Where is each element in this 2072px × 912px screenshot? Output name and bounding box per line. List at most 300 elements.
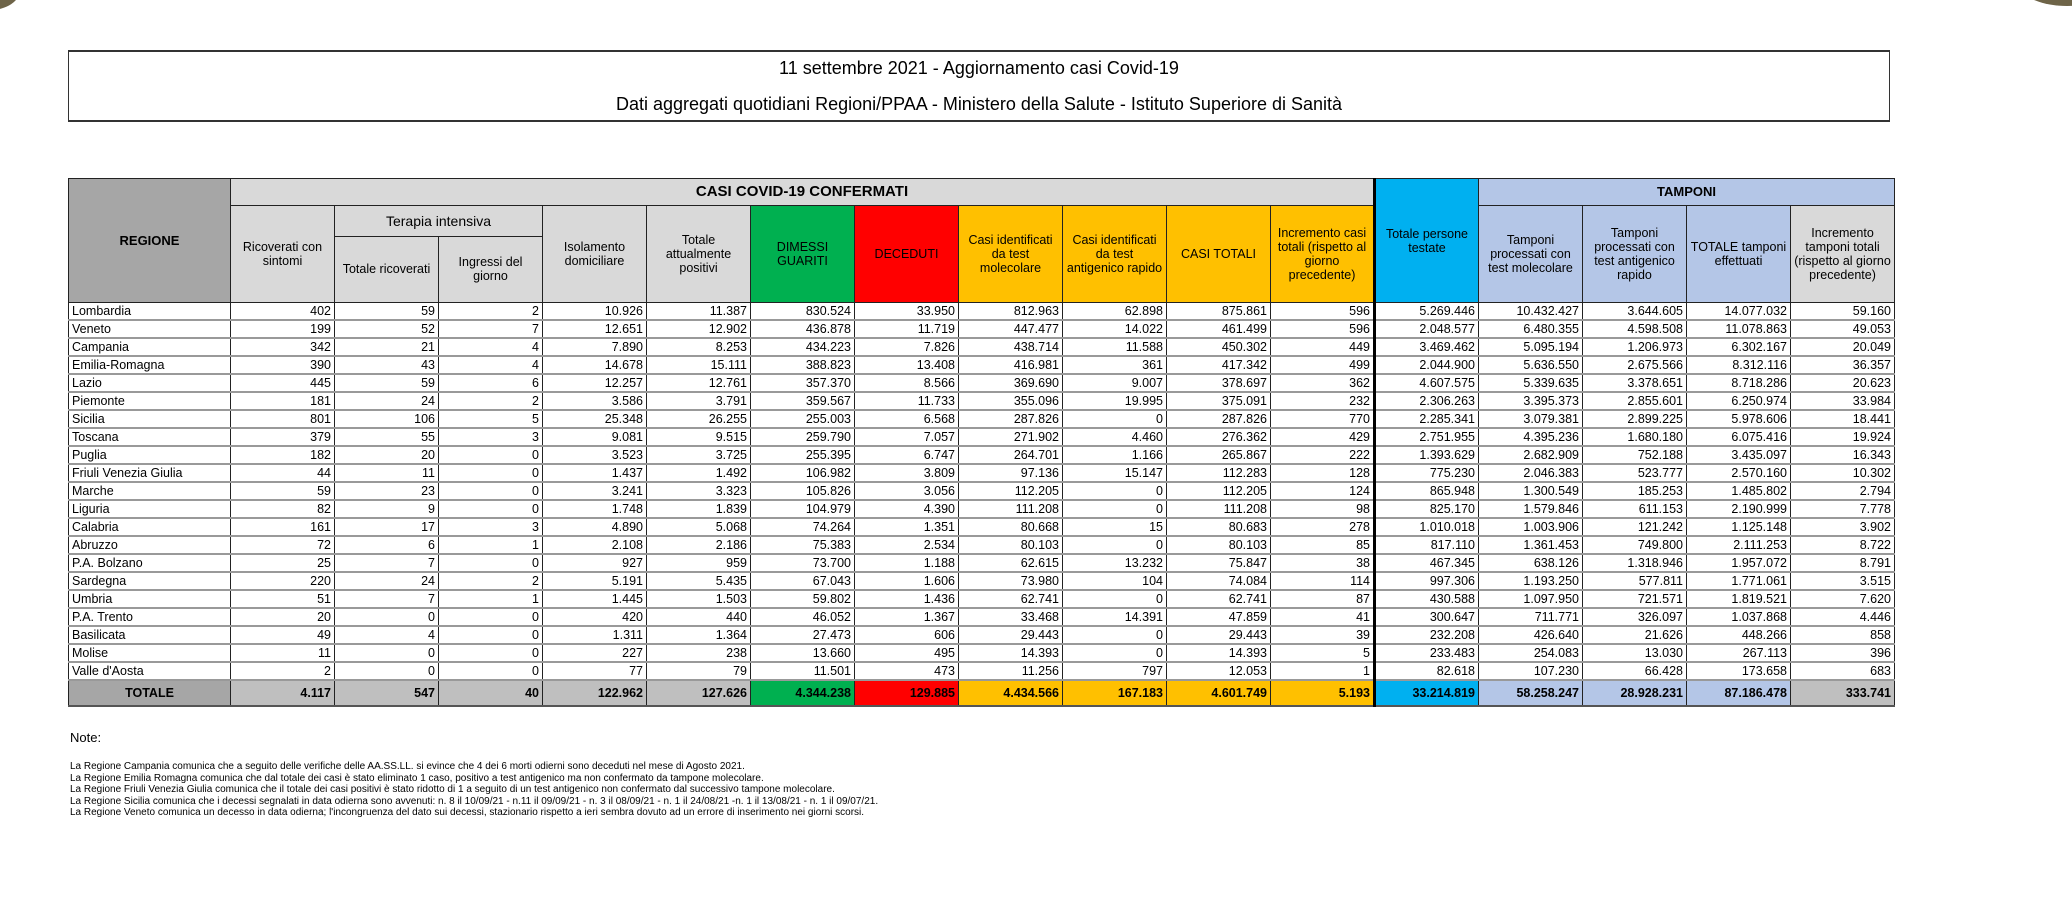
value-cell: 3 [439,518,543,536]
header-regione: REGIONE [69,179,231,303]
value-cell: 4.434.566 [959,680,1063,706]
region-name-cell: Molise [69,644,231,662]
value-cell: 220 [231,572,335,590]
value-cell: 51 [231,590,335,608]
value-cell: 62.898 [1063,303,1167,321]
value-cell: 73.980 [959,572,1063,590]
value-cell: 259.790 [751,428,855,446]
value-cell: 4.344.238 [751,680,855,706]
value-cell: 357.370 [751,374,855,392]
value-cell: 26.255 [647,410,751,428]
region-name-cell: Lazio [69,374,231,392]
value-cell: 15 [1063,518,1167,536]
value-cell: 416.981 [959,356,1063,374]
region-name-cell: TOTALE [69,680,231,706]
value-cell: 3.241 [543,482,647,500]
value-cell: 0 [1063,410,1167,428]
header-ricoverati-con-sintomi: Ricoverati con sintomi [231,206,335,303]
header-casi-test-molecolare: Casi identificati da test molecolare [959,206,1063,303]
value-cell: 0 [439,608,543,626]
table-row [69,536,1895,554]
value-cell: 59 [335,374,439,392]
notes-list [70,761,878,819]
region-name-cell: Lombardia [69,303,231,321]
header-totale-persone-testate: Totale persone testate [1375,179,1479,303]
value-cell: 7 [439,320,543,338]
value-cell: 8.791 [1791,554,1895,572]
value-cell: 2.190.999 [1687,500,1791,518]
header-ti-totale-ricoverati: Totale ricoverati [335,236,439,302]
header-casi-totali: CASI TOTALI [1167,206,1271,303]
value-cell: 14.391 [1063,608,1167,626]
value-cell: 440 [647,608,751,626]
value-cell: 3.515 [1791,572,1895,590]
value-cell: 1.300.549 [1479,482,1583,500]
value-cell: 87.186.478 [1687,680,1791,706]
value-cell: 4 [439,356,543,374]
value-cell: 3.791 [647,392,751,410]
value-cell: 1.748 [543,500,647,518]
value-cell: 7.620 [1791,590,1895,608]
value-cell: 4.460 [1063,428,1167,446]
value-cell: 233.483 [1375,644,1479,662]
value-cell: 12.257 [543,374,647,392]
value-cell: 2.044.900 [1375,356,1479,374]
value-cell: 14.393 [959,644,1063,662]
value-cell: 5.191 [543,572,647,590]
region-name-cell: P.A. Bolzano [69,554,231,572]
value-cell: 44 [231,464,335,482]
value-cell: 16.343 [1791,446,1895,464]
value-cell: 5.636.550 [1479,356,1583,374]
value-cell: 73.700 [751,554,855,572]
value-cell: 9 [335,500,439,518]
value-cell: 429 [1271,428,1375,446]
value-cell: 11.733 [855,392,959,410]
table-row [69,482,1895,500]
value-cell: 378.697 [1167,374,1271,392]
value-cell: 1.318.946 [1583,554,1687,572]
value-cell: 59.802 [751,590,855,608]
header-tamponi-molecolare: Tamponi processati con test molecolare [1479,206,1583,303]
value-cell: 2.285.341 [1375,410,1479,428]
value-cell: 1.436 [855,590,959,608]
value-cell: 1 [439,590,543,608]
value-cell: 3.586 [543,392,647,410]
value-cell: 227 [543,644,647,662]
value-cell: 4.601.749 [1167,680,1271,706]
notes-header: Note: [70,730,102,745]
value-cell: 388.823 [751,356,855,374]
value-cell: 82.618 [1375,662,1479,680]
value-cell: 10.302 [1791,464,1895,482]
value-cell: 276.362 [1167,428,1271,446]
value-cell: 875.861 [1167,303,1271,321]
value-cell: 75.847 [1167,554,1271,572]
value-cell: 4.598.508 [1583,320,1687,338]
header-totale-attualmente-positivi: Totale attualmente positivi [647,206,751,303]
table-row [69,608,1895,626]
value-cell: 127.626 [647,680,751,706]
value-cell: 80.668 [959,518,1063,536]
value-cell: 379 [231,428,335,446]
value-cell: 858 [1791,626,1895,644]
value-cell: 49 [231,626,335,644]
value-cell: 29.443 [959,626,1063,644]
value-cell: 20.623 [1791,374,1895,392]
value-cell: 111.208 [1167,500,1271,518]
value-cell: 770 [1271,410,1375,428]
table-row [69,554,1895,572]
note-line: La Regione Campania comunica che a seguito delle verifiche delle AA.SS.LL. si evince che 4 dei 6 morti odierni sono deceduti nel mese di Agosto 2021. [70,761,745,772]
table-row [69,338,1895,356]
value-cell: 1.393.629 [1375,446,1479,464]
header-incremento-casi: Incremento casi totali (rispetto al giorno precedente) [1271,206,1375,303]
value-cell: 8.722 [1791,536,1895,554]
value-cell: 6.568 [855,410,959,428]
value-cell: 749.800 [1583,536,1687,554]
header-incremento-tamponi: Incremento tamponi totali (rispetto al giorno precedente) [1791,206,1895,303]
value-cell: 33.214.819 [1375,680,1479,706]
header-group-casi-confermati: CASI COVID-19 CONFERMATI [231,179,1375,206]
value-cell: 361 [1063,356,1167,374]
value-cell: 255.395 [751,446,855,464]
value-cell: 21 [335,338,439,356]
value-cell: 3.469.462 [1375,338,1479,356]
value-cell: 0 [335,662,439,680]
value-cell: 2.046.383 [1479,464,1583,482]
header-deceduti: DECEDUTI [855,206,959,303]
region-name-cell: P.A. Trento [69,608,231,626]
value-cell: 122.962 [543,680,647,706]
value-cell: 5 [1271,644,1375,662]
value-cell: 2.675.566 [1583,356,1687,374]
value-cell: 7 [335,590,439,608]
value-cell: 6.747 [855,446,959,464]
value-cell: 1.503 [647,590,751,608]
covid-data-table [68,178,1895,707]
value-cell: 4.390 [855,500,959,518]
value-cell: 2 [439,392,543,410]
region-name-cell: Veneto [69,320,231,338]
value-cell: 98 [1271,500,1375,518]
value-cell: 238 [647,644,751,662]
value-cell: 2.108 [543,536,647,554]
value-cell: 27.473 [751,626,855,644]
value-cell: 2.855.601 [1583,392,1687,410]
header-group-tamponi: TAMPONI [1479,179,1895,206]
value-cell: 865.948 [1375,482,1479,500]
value-cell: 2.111.253 [1687,536,1791,554]
value-cell: 11 [231,644,335,662]
value-cell: 59.160 [1791,303,1895,321]
value-cell: 232 [1271,392,1375,410]
value-cell: 19.924 [1791,428,1895,446]
value-cell: 267.113 [1687,644,1791,662]
value-cell: 1.206.973 [1583,338,1687,356]
value-cell: 1.445 [543,590,647,608]
value-cell: 0 [1063,644,1167,662]
value-cell: 1.166 [1063,446,1167,464]
value-cell: 0 [1063,590,1167,608]
value-cell: 39 [1271,626,1375,644]
value-cell: 5.269.446 [1375,303,1479,321]
table-row [69,644,1895,662]
value-cell: 7.890 [543,338,647,356]
value-cell: 683 [1791,662,1895,680]
value-cell: 1.437 [543,464,647,482]
value-cell: 0 [1063,482,1167,500]
value-cell: 0 [1063,536,1167,554]
value-cell: 326.097 [1583,608,1687,626]
table-row [69,464,1895,482]
value-cell: 4 [335,626,439,644]
value-cell: 369.690 [959,374,1063,392]
value-cell: 33.468 [959,608,1063,626]
header-isolamento-domiciliare: Isolamento domiciliare [543,206,647,303]
value-cell: 33.984 [1791,392,1895,410]
value-cell: 1.311 [543,626,647,644]
value-cell: 17 [335,518,439,536]
value-cell: 436.878 [751,320,855,338]
value-cell: 523.777 [1583,464,1687,482]
value-cell: 79 [647,662,751,680]
value-cell: 4.890 [543,518,647,536]
value-cell: 5.978.606 [1687,410,1791,428]
value-cell: 15.111 [647,356,751,374]
table-row [69,320,1895,338]
value-cell: 1.839 [647,500,751,518]
value-cell: 19.995 [1063,392,1167,410]
value-cell: 596 [1271,303,1375,321]
value-cell: 5.068 [647,518,751,536]
value-cell: 255.003 [751,410,855,428]
value-cell: 2.899.225 [1583,410,1687,428]
value-cell: 7.057 [855,428,959,446]
value-cell: 36.357 [1791,356,1895,374]
value-cell: 66.428 [1583,662,1687,680]
value-cell: 927 [543,554,647,572]
value-cell: 264.701 [959,446,1063,464]
value-cell: 3.079.381 [1479,410,1583,428]
region-name-cell: Basilicata [69,626,231,644]
value-cell: 3.395.373 [1479,392,1583,410]
region-name-cell: Abruzzo [69,536,231,554]
value-cell: 1 [1271,662,1375,680]
value-cell: 80.103 [959,536,1063,554]
value-cell: 124 [1271,482,1375,500]
value-cell: 82 [231,500,335,518]
value-cell: 438.714 [959,338,1063,356]
value-cell: 596 [1271,320,1375,338]
value-cell: 182 [231,446,335,464]
value-cell: 106 [335,410,439,428]
value-cell: 4 [439,338,543,356]
value-cell: 7.826 [855,338,959,356]
value-cell: 11.719 [855,320,959,338]
value-cell: 342 [231,338,335,356]
value-cell: 638.126 [1479,554,1583,572]
value-cell: 0 [1063,626,1167,644]
value-cell: 80.683 [1167,518,1271,536]
value-cell: 333.741 [1791,680,1895,706]
value-cell: 62.741 [959,590,1063,608]
report-subtitle: Dati aggregati quotidiani Regioni/PPAA - Ministero della Salute - Istituto Superiore di Sanità [615,94,1343,114]
value-cell: 271.902 [959,428,1063,446]
value-cell: 97.136 [959,464,1063,482]
value-cell: 2.186 [647,536,751,554]
value-cell: 5.339.635 [1479,374,1583,392]
header-ti-ingressi-giorno: Ingressi del giorno [439,236,543,302]
value-cell: 59 [335,303,439,321]
value-cell: 1 [439,536,543,554]
value-cell: 3.378.651 [1583,374,1687,392]
value-cell: 711.771 [1479,608,1583,626]
value-cell: 6 [335,536,439,554]
region-name-cell: Toscana [69,428,231,446]
value-cell: 3.056 [855,482,959,500]
value-cell: 25 [231,554,335,572]
value-cell: 181 [231,392,335,410]
value-cell: 2.306.263 [1375,392,1479,410]
value-cell: 375.091 [1167,392,1271,410]
value-cell: 355.096 [959,392,1063,410]
value-cell: 104 [1063,572,1167,590]
value-cell: 11.078.863 [1687,320,1791,338]
value-cell: 23 [335,482,439,500]
value-cell: 0 [439,662,543,680]
region-name-cell: Emilia-Romagna [69,356,231,374]
decorative-corner-left [0,0,20,10]
value-cell: 2.048.577 [1375,320,1479,338]
value-cell: 105.826 [751,482,855,500]
value-cell: 87 [1271,590,1375,608]
value-cell: 29.443 [1167,626,1271,644]
value-cell: 467.345 [1375,554,1479,572]
value-cell: 0 [1063,500,1167,518]
region-name-cell: Sicilia [69,410,231,428]
table-row [69,392,1895,410]
value-cell: 3.523 [543,446,647,464]
value-cell: 4.395.236 [1479,428,1583,446]
value-cell: 28.928.231 [1583,680,1687,706]
value-cell: 417.342 [1167,356,1271,374]
value-cell: 721.571 [1583,590,1687,608]
table-row [69,410,1895,428]
value-cell: 461.499 [1167,320,1271,338]
value-cell: 72 [231,536,335,554]
value-cell: 5.095.194 [1479,338,1583,356]
value-cell: 3 [439,428,543,446]
table-row [69,428,1895,446]
value-cell: 129.885 [855,680,959,706]
value-cell: 173.658 [1687,662,1791,680]
value-cell: 62.741 [1167,590,1271,608]
note-line: La Regione Sicilia comunica che i decessi segnalati in data odierna sono avvenuti: n. 8 il 10/09/21 - n.11 il 09/09/21 - n. 3 il 08/09/21 - n. 1 il 24/08/21 -n. 1 il 13/08/21 - n. 1 il 09/07/21. [70,795,879,807]
value-cell: 0 [335,644,439,662]
value-cell: 1.010.018 [1375,518,1479,536]
value-cell: 434.223 [751,338,855,356]
value-cell: 222 [1271,446,1375,464]
value-cell: 3.809 [855,464,959,482]
value-cell: 12.902 [647,320,751,338]
header-totale-tamponi: TOTALE tamponi effettuati [1687,206,1791,303]
value-cell: 59 [231,482,335,500]
table-row [69,500,1895,518]
value-cell: 121.242 [1583,518,1687,536]
header-dimessi-guariti: DIMESSI GUARITI [751,206,855,303]
value-cell: 77 [543,662,647,680]
value-cell: 825.170 [1375,500,1479,518]
value-cell: 112.205 [959,482,1063,500]
value-cell: 606 [855,626,959,644]
value-cell: 3.323 [647,482,751,500]
value-cell: 232.208 [1375,626,1479,644]
value-cell: 12.651 [543,320,647,338]
value-cell: 52 [335,320,439,338]
value-cell: 18.441 [1791,410,1895,428]
value-cell: 20 [231,608,335,626]
value-cell: 2 [439,572,543,590]
value-cell: 111.208 [959,500,1063,518]
notes-section [70,730,878,819]
table-row [69,374,1895,392]
value-cell: 112.283 [1167,464,1271,482]
value-cell: 447.477 [959,320,1063,338]
value-cell: 5.193 [1271,680,1375,706]
value-cell: 11.387 [647,303,751,321]
value-cell: 7.778 [1791,500,1895,518]
value-cell: 40 [439,680,543,706]
value-cell: 5 [439,410,543,428]
value-cell: 775.230 [1375,464,1479,482]
value-cell: 426.640 [1479,626,1583,644]
value-cell: 9.515 [647,428,751,446]
value-cell: 199 [231,320,335,338]
value-cell: 1.125.148 [1687,518,1791,536]
header-tamponi-antigenico: Tamponi processati con test antigenico rapido [1583,206,1687,303]
value-cell: 0 [439,464,543,482]
value-cell: 20 [335,446,439,464]
value-cell: 55 [335,428,439,446]
value-cell: 402 [231,303,335,321]
table-body [69,303,1895,707]
value-cell: 0 [335,608,439,626]
region-name-cell: Sardegna [69,572,231,590]
value-cell: 14.393 [1167,644,1271,662]
table-row [69,356,1895,374]
value-cell: 11 [335,464,439,482]
value-cell: 0 [439,500,543,518]
value-cell: 41 [1271,608,1375,626]
value-cell: 3.902 [1791,518,1895,536]
value-cell: 11.588 [1063,338,1167,356]
value-cell: 161 [231,518,335,536]
value-cell: 6 [439,374,543,392]
region-name-cell: Valle d'Aosta [69,662,231,680]
value-cell: 13.408 [855,356,959,374]
note-line: La Regione Friuli Venezia Giulia comunica che il totale dei casi positivi è stato ridotto di 1 a seguito di un test antigenico non confermato dal successivo tampone molecolare. [70,784,835,795]
value-cell: 24 [335,392,439,410]
value-cell: 185.253 [1583,482,1687,500]
value-cell: 15.147 [1063,464,1167,482]
value-cell: 4.607.575 [1375,374,1479,392]
value-cell: 6.480.355 [1479,320,1583,338]
value-cell: 997.306 [1375,572,1479,590]
value-cell: 396 [1791,644,1895,662]
table-row [69,518,1895,536]
decorative-corner-right [2022,0,2072,6]
